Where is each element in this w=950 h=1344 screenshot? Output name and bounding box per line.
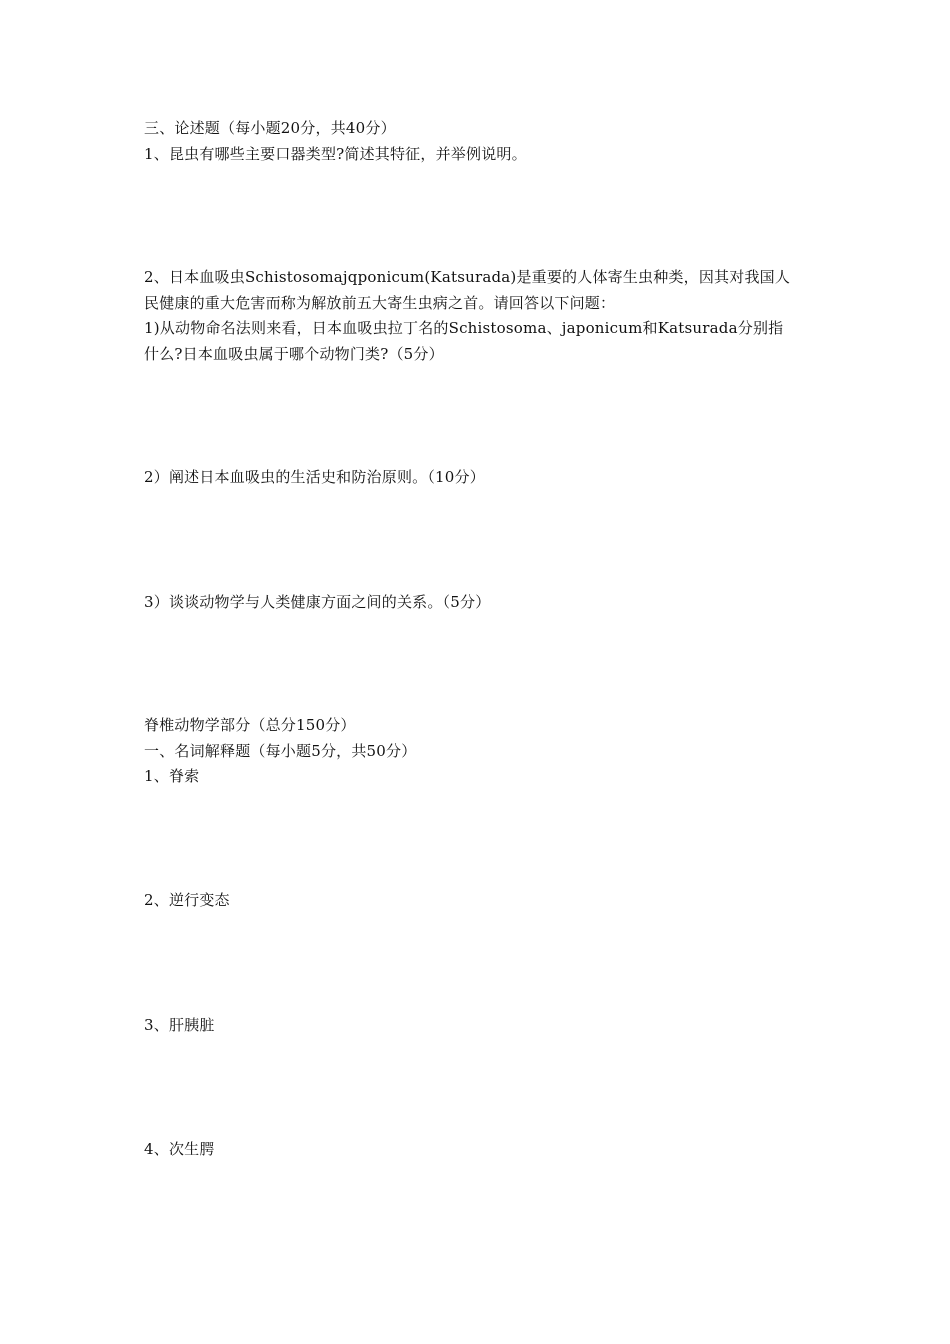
question-1: 1、昆虫有哪些主要口器类型?简述其特征，并举例说明。 <box>144 145 527 163</box>
term-3: 3、肝胰脏 <box>144 1016 215 1034</box>
term-1: 1、脊索 <box>144 767 200 785</box>
question-2-line-2: 民健康的重大危害而称为解放前五大寄生虫病之首。请回答以下问题： <box>144 294 616 312</box>
vertebrate-section-heading: 脊椎动物学部分（总分150分） <box>144 716 356 734</box>
question-2-part-3: 3）谈谈动物学与人类健康方面之间的关系。（5分） <box>144 593 491 611</box>
question-2-part-1-line-1: 1)从动物命名法则来看，日本血吸虫拉丁名的Schistosoma、japonicum和Katsurada分别指 <box>144 319 784 337</box>
essay-section-heading: 三、论述题（每小题20分，共40分） <box>144 119 396 137</box>
question-2-part-1-line-2: 什么?日本血吸虫属于哪个动物门类?（5分） <box>144 345 444 363</box>
term-2: 2、逆行变态 <box>144 891 230 909</box>
question-2-part-2: 2）阐述日本血吸虫的生活史和防治原则。（10分） <box>144 468 485 486</box>
terms-section-heading: 一、名词解释题（每小题5分，共50分） <box>144 742 417 760</box>
question-2-line-1: 2、日本血吸虫Schistosomajqponicum(Katsurada)是重要的人体寄生虫种类，因其对我国人 <box>144 268 791 286</box>
term-4: 4、次生腭 <box>144 1140 215 1158</box>
